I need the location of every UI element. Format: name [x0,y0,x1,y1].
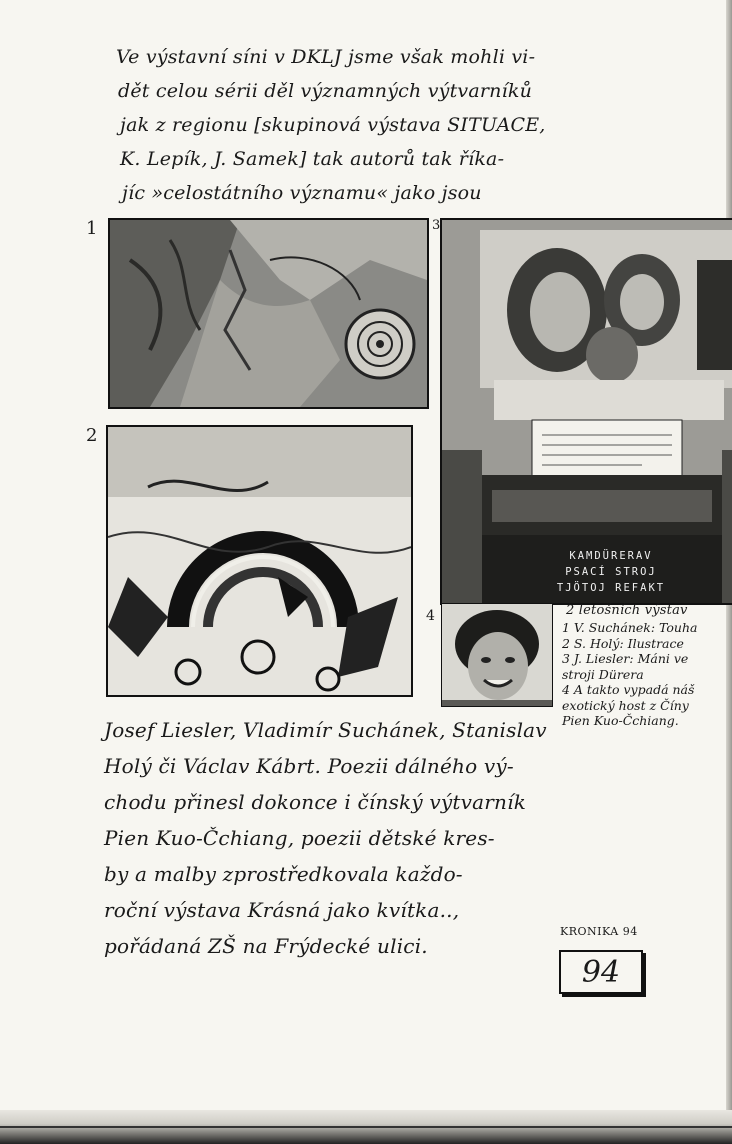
page-number: 94 [581,954,621,990]
intro-line-4: K. Lepík, J. Samek] tak autorů tak říka- [120,148,505,170]
typewriter-keyboard [500,548,722,596]
captions-heading: 2 letošních výstav [566,603,688,618]
body-line-6: roční výstava Krásná jako kvítka.., [104,898,460,922]
body-line-2: Holý či Václav Kábrt. Poezii dálného vý- [104,754,514,778]
caption-item: 3 J. Liesler: Máni ve [562,651,689,666]
caption-item: Pien Kuo-Čchiang. [562,713,679,728]
typewriter-row-2: PSACÍ STROJ [565,566,657,578]
body-line-3: chodu přinesl dokonce i čínský výtvarník [104,790,527,814]
intro-line-1: Ve výstavní síni v DKLJ jsme však mohli vi- [116,46,536,68]
intro-paragraph [116,40,546,210]
typewriter-row-3: TJÖTOJ REFAKT [556,582,666,594]
page-number-box [559,950,643,994]
typewriter-row-1: KAMDÜRERAV [569,550,653,562]
intro-line-3: jak z regionu [skupinová výstava SITUACE, [120,114,546,136]
caption-item: 2 S. Holý: Ilustrace [562,635,684,651]
caption-item: stroji Dürera [562,666,644,682]
figure-2-illustration [106,425,413,697]
figure-4-portrait [441,603,553,707]
body-paragraph [104,712,547,964]
figure-number-4: 4 [426,608,435,624]
kronika-label: KRONIKA 94 [560,925,638,938]
caption-item: exotický host z Číny [562,697,689,713]
figure-number-1: 1 [86,218,98,239]
body-line-1: Josef Liesler, Vladimír Suchánek, Stanislav [104,718,547,742]
intro-line-5: jíc »celostátního významu« jako jsou [122,182,482,204]
captions-list [562,620,698,729]
caption-item: 1 V. Suchánek: Touha [562,620,698,635]
figure-3-durer-typewriter [440,218,732,605]
caption-item: 4 A takto vypadá náš [562,682,695,697]
body-line-5: by a malby zprostředkovala každo- [104,862,463,886]
figure-1-artwork [108,218,429,409]
body-line-4: Pien Kuo-Čchiang, poezii dětské kres- [104,826,495,850]
figure-number-2: 2 [86,425,98,446]
intro-line-2: dět celou sérii děl významných výtvarníků [118,80,533,102]
page-bottom-binding [0,1110,732,1144]
body-line-7: pořádaná ZŠ na Frýdecké ulici. [104,934,428,958]
figure-number-3: 3 [432,218,441,233]
